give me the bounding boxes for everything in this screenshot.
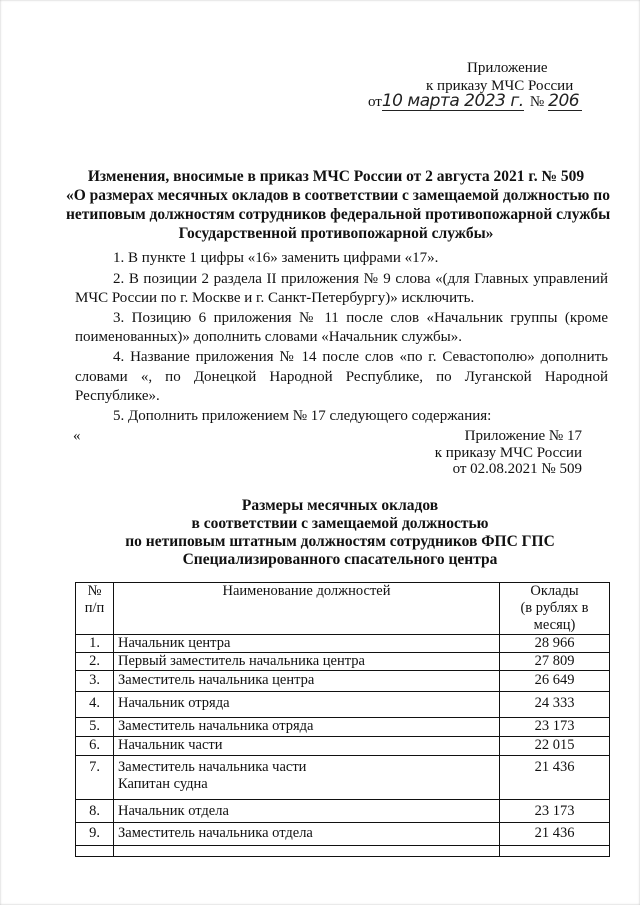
- position-line: Заместитель начальника части: [118, 759, 307, 775]
- amendment-item: 2. В позиции 2 раздела II приложения № 9 слова «(для Главных управлений МЧС России по г. Москве и г. Санкт-Петербургу)» исключить.: [75, 270, 608, 307]
- header-date-line: [368, 93, 582, 111]
- table-row: [76, 692, 610, 718]
- row-number: 4.: [76, 692, 114, 718]
- empty-cell: [76, 846, 114, 857]
- header-text: месяц): [533, 617, 576, 633]
- amendment-item: 4. Название приложения № 14 после слов «по г. Севастополю» дополнить словами «, по Донецкой Народной Республике, по Луганской Народной Республике».: [75, 348, 608, 405]
- row-number: 1.: [76, 635, 114, 653]
- appendix-order-ref: к приказу МЧС России: [434, 445, 582, 461]
- table-title-line: Размеры месячных окладов: [241, 497, 439, 514]
- table-row: [76, 737, 610, 756]
- table-row: [76, 823, 610, 846]
- row-number: 8.: [76, 800, 114, 823]
- row-number: 6.: [76, 737, 114, 756]
- header-order-ref: к приказу МЧС России: [426, 78, 574, 94]
- table-row: [76, 718, 610, 737]
- header-cell-number: [76, 583, 114, 635]
- header-cell-position: Наименование должностей: [114, 583, 500, 635]
- row-position: Заместитель начальника отряда: [114, 718, 500, 737]
- row-position: Начальник центра: [114, 635, 500, 653]
- header-from-label: от: [368, 94, 382, 110]
- title-line: Изменения, вносимые в приказ МЧС России от 2 августа 2021 г. № 509: [87, 168, 585, 185]
- table-row-continuation: [76, 846, 610, 857]
- table-title-line: в соответствии с замещаемой должностью: [191, 515, 489, 532]
- row-position: Начальник отряда: [114, 692, 500, 718]
- amendments-list: [75, 249, 608, 426]
- row-salary: 27 809: [500, 653, 610, 671]
- table-row: [76, 756, 610, 800]
- row-position: Начальник отдела: [114, 800, 500, 823]
- table-row: [76, 671, 610, 692]
- row-number: 7.: [76, 756, 114, 800]
- row-salary: 28 966: [500, 635, 610, 653]
- table-title-line: по нетиповым штатным должностям сотрудников ФПС ГПС: [125, 533, 555, 550]
- row-position: Начальник части: [114, 737, 500, 756]
- empty-cell: [114, 846, 500, 857]
- table-title-line: Специализированного спасательного центра: [182, 551, 498, 568]
- appendix-label: Приложение № 17: [464, 428, 582, 444]
- table-header-row: [76, 583, 610, 635]
- row-position: [114, 756, 500, 800]
- header-appendix-label: Приложение: [467, 60, 548, 76]
- header-text: №: [87, 583, 102, 599]
- table-row: [76, 653, 610, 671]
- row-position: Первый заместитель начальника центра: [114, 653, 500, 671]
- table-title: [70, 497, 610, 569]
- title-line: нетиповым должностям сотрудников федеральной противопожарной службы: [66, 206, 611, 223]
- open-quote: «: [73, 428, 81, 444]
- empty-cell: [500, 846, 610, 857]
- position-line: Капитан судна: [118, 776, 208, 792]
- row-salary: 24 333: [500, 692, 610, 718]
- row-position: Заместитель начальника центра: [114, 671, 500, 692]
- header-text: Оклады: [530, 583, 579, 599]
- handwritten-date: 10 марта 2023 г.: [381, 91, 524, 111]
- title-line: Государственной противопожарной службы»: [178, 225, 494, 242]
- amendment-item: 5. Дополнить приложением № 17 следующего содержания:: [113, 407, 492, 424]
- table-row: [76, 800, 610, 823]
- handwritten-number: 206: [548, 93, 582, 111]
- row-number: 2.: [76, 653, 114, 671]
- header-text: (в рублях в: [520, 600, 589, 616]
- amendment-item: 3. Позицию 6 приложения № 11 после слов «Начальник группы (кроме поименованных)» дополнить словами «Начальник службы».: [75, 309, 608, 346]
- row-position: Заместитель начальника отдела: [114, 823, 500, 846]
- amendment-item: 1. В пункте 1 цифры «16» заменить цифрами «17».: [113, 250, 439, 266]
- row-salary: 22 015: [500, 737, 610, 756]
- row-number: 9.: [76, 823, 114, 846]
- table-row: [76, 635, 610, 653]
- appendix-order-date: от 02.08.2021 № 509: [452, 461, 582, 477]
- salary-table: [75, 582, 610, 857]
- row-number: 3.: [76, 671, 114, 692]
- row-salary: 21 436: [500, 756, 610, 800]
- header-text: п/п: [84, 600, 105, 616]
- row-salary: 26 649: [500, 671, 610, 692]
- row-number: 5.: [76, 718, 114, 737]
- document-title: [66, 167, 611, 243]
- header-cell-salary: [500, 583, 610, 635]
- row-salary: 23 173: [500, 800, 610, 823]
- title-line: «О размерах месячных окладов в соответствии с замещаемой должностью по: [66, 187, 610, 204]
- row-salary: 21 436: [500, 823, 610, 846]
- row-salary: 23 173: [500, 718, 610, 737]
- header-number-label: №: [529, 94, 545, 110]
